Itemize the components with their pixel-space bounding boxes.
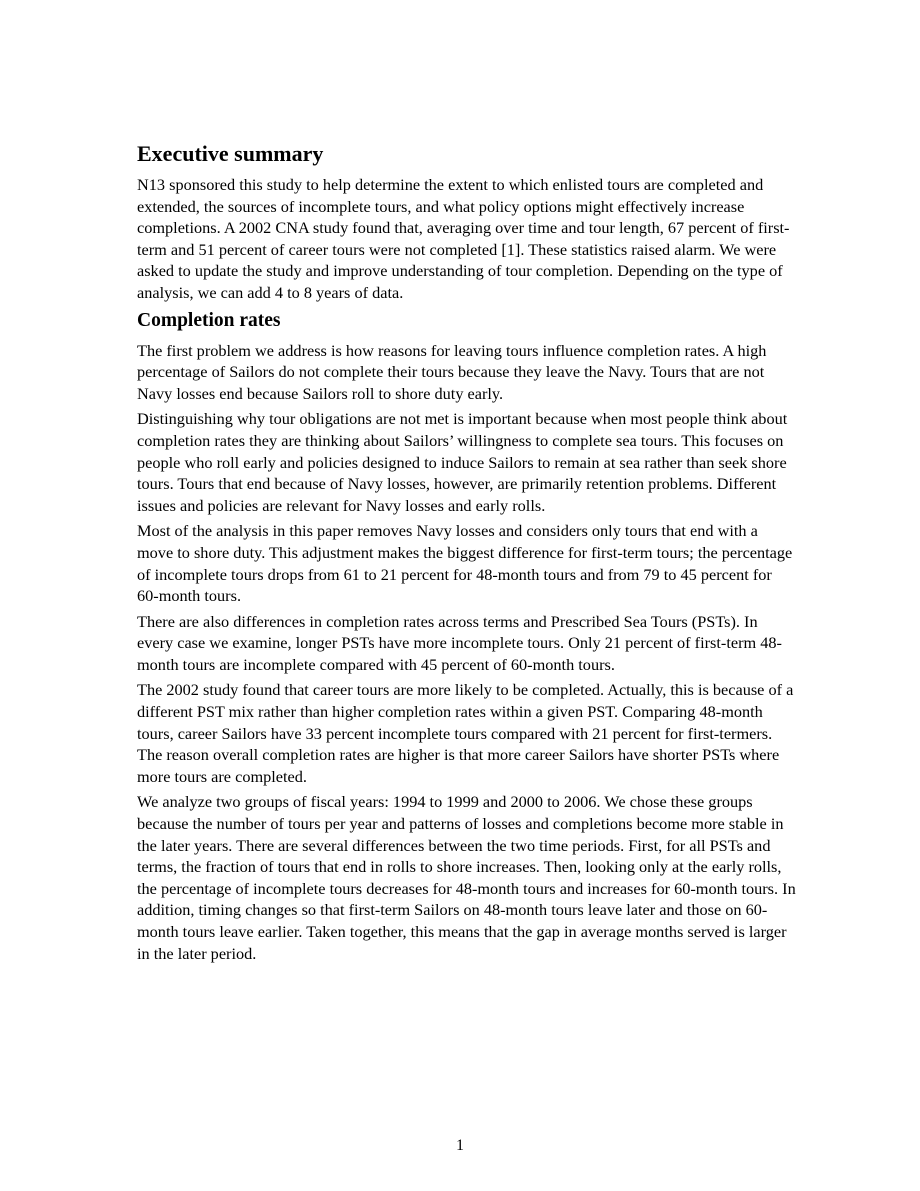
document-page bbox=[137, 140, 797, 968]
section-heading: Completion rates bbox=[137, 309, 281, 331]
intro-paragraph: N13 sponsored this study to help determine the extent to which enlisted tours are completed and extended, the sources of incomplete tours, and what policy options might effectively increase completions. A 2002 CNA study found that, averaging over time and tour length, 67 percent of first-term and 51 percent of career tours were not completed [1]. These statistics raised alarm. We were asked to update the study and improve understanding of tour completion. Depending on the type of analysis, we can add 4 to 8 years of data. bbox=[137, 175, 790, 302]
page-number: 1 bbox=[456, 1137, 464, 1154]
body-paragraph: Most of the analysis in this paper removes Navy losses and considers only tours that end with a move to shore duty. This adjustment makes the biggest difference for first-term tours; the percentage of incomplete tours drops from 61 to 21 percent for 48-month tours and from 79 to 45 percent for 60-month tours. bbox=[137, 521, 793, 606]
body-paragraph: The first problem we address is how reasons for leaving tours influence completion rates. A high percentage of Sailors do not complete their tours because they leave the Navy. Tours that are not Navy losses end because Sailors roll to shore duty early. bbox=[137, 340, 767, 403]
body-paragraph: There are also differences in completion rates across terms and Prescribed Sea Tours (PSTs). In every case we examine, longer PSTs have more incomplete tours. Only 21 percent of first-term 48-month tours are incomplete compared with 45 percent of 60-month tours. bbox=[137, 611, 782, 674]
body-paragraph: The 2002 study found that career tours are more likely to be completed. Actually, this is because of a different PST mix rather than higher completion rates within a given PST. Comparing 48-month tours, career Sailors have 33 percent incomplete tours compared with 21 percent for first-termers. The reason overall completion rates are higher is that more career Sailors have shorter PSTs where more tours are completed. bbox=[137, 680, 794, 786]
page-title: Executive summary bbox=[137, 141, 324, 166]
body-paragraph: Distinguishing why tour obligations are not met is important because when most people think about completion rates they are thinking about Sailors’ willingness to complete sea tours. This focuses on people who roll early and policies designed to induce Sailors to remain at sea rather than seek shore tours. Tours that end because of Navy losses, however, are primarily retention problems. Different issues and policies are relevant for Navy losses and early rolls. bbox=[137, 409, 788, 515]
body-paragraph: We analyze two groups of fiscal years: 1994 to 1999 and 2000 to 2006. We chose these groups because the number of tours per year and patterns of losses and completions become more stable in the later years. There are several differences between the two time periods. First, for all PSTs and terms, the fraction of tours that end in rolls to shore increases. Then, looking only at the early rolls, the percentage of incomplete tours decreases for 48-month tours and increases for 60-month tours. In addition, timing changes so that first-term Sailors on 48-month tours leave later and those on 60-month tours leave earlier. Taken together, this means that the gap in average months served is larger in the later period. bbox=[137, 792, 796, 963]
